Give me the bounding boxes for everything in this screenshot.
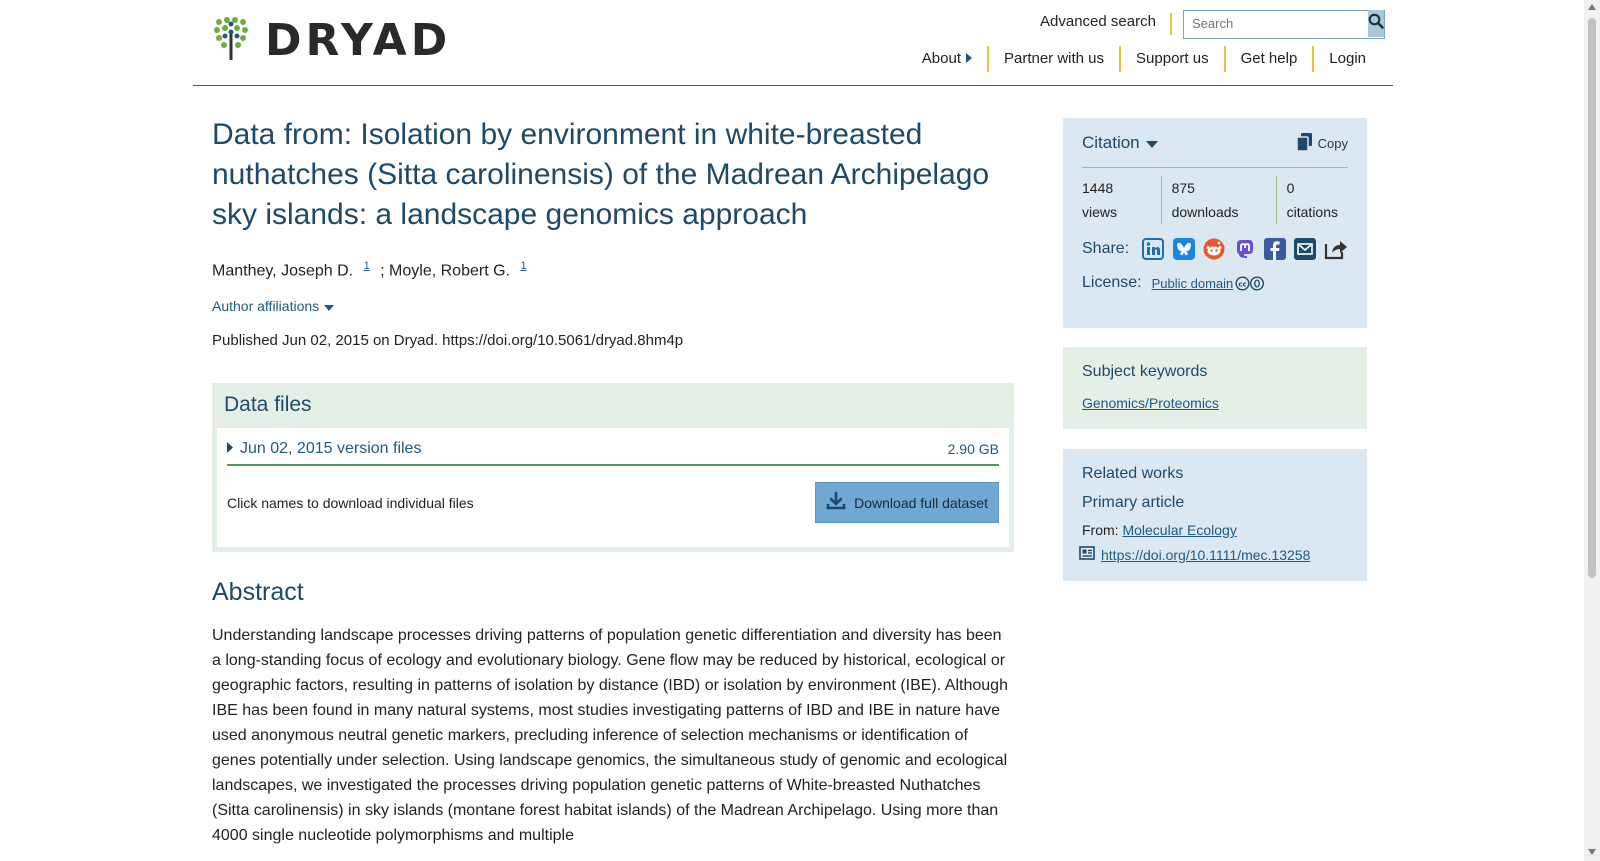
related-works-panel xyxy=(1063,449,1367,581)
keywords-panel xyxy=(1063,347,1367,429)
copy-label: Copy xyxy=(1317,135,1348,151)
related-doi xyxy=(1079,546,1348,563)
citation-panel xyxy=(1063,118,1367,328)
metric-views xyxy=(1082,176,1161,224)
download-row xyxy=(227,482,999,523)
article-icon xyxy=(1079,546,1095,563)
copy-citation-button[interactable] xyxy=(1297,133,1348,154)
author-list xyxy=(212,257,1014,280)
svg-text:cc: cc xyxy=(1238,279,1247,288)
abstract-heading: Abstract xyxy=(212,578,304,607)
caret-down-icon xyxy=(1146,133,1158,153)
metric-label: views xyxy=(1082,204,1118,220)
download-note: Click names to download individual files xyxy=(227,494,474,511)
brand-name: DRYAD xyxy=(265,14,452,66)
email-icon[interactable] xyxy=(1293,236,1317,262)
copy-icon xyxy=(1297,133,1313,154)
metrics xyxy=(1082,176,1348,224)
main-nav xyxy=(907,46,1381,72)
author-affiliation-link[interactable]: 1 xyxy=(363,260,370,272)
caret-right-icon xyxy=(227,440,233,458)
advanced-search-link[interactable]: Advanced search xyxy=(1040,13,1172,35)
citation-toggle[interactable] xyxy=(1082,133,1158,153)
share-row xyxy=(1082,234,1348,264)
metric-value: 875 xyxy=(1171,180,1195,196)
cc-zero-icon xyxy=(1235,276,1265,291)
metric-label: citations xyxy=(1286,204,1338,220)
dataset-title: Data from: Isolation by environment in white-breasted nuthatches (Sitta carolinensis) of the Madrean Archipelago sky islands: a landscape genomics approach xyxy=(212,118,990,231)
download-icon xyxy=(826,491,846,514)
nav-login[interactable]: Login xyxy=(1312,46,1381,72)
citation-title: Citation xyxy=(1082,133,1140,152)
search-button[interactable] xyxy=(1368,10,1384,37)
scroll-thumb[interactable] xyxy=(1588,18,1596,578)
author-affiliations-label: Author affiliations xyxy=(212,298,320,315)
page xyxy=(193,0,1393,845)
nav-about-label: About xyxy=(921,50,961,67)
search-input[interactable] xyxy=(1184,11,1368,36)
publication-info: Published Jun 02, 2015 on Dryad. https://doi.org/10.5061/dryad.8hm4p xyxy=(212,332,684,350)
author-name: Manthey, Joseph D. xyxy=(212,262,354,280)
bluesky-icon[interactable] xyxy=(1172,236,1196,262)
vertical-scrollbar[interactable] xyxy=(1584,0,1600,861)
caret-right-icon xyxy=(966,46,972,72)
search-icon xyxy=(1368,13,1384,34)
facebook-icon[interactable] xyxy=(1263,236,1287,262)
author-separator: ; xyxy=(380,262,385,280)
metric-downloads xyxy=(1161,176,1276,224)
share-label: Share: xyxy=(1082,240,1130,257)
metric-label: downloads xyxy=(1171,204,1239,220)
journal-link[interactable]: Molecular Ecology xyxy=(1122,522,1237,538)
dryad-logo[interactable] xyxy=(213,16,451,65)
caret-down-icon xyxy=(324,298,334,314)
doi-link[interactable]: https://doi.org/10.1111/mec.13258 xyxy=(1101,546,1311,563)
metric-value: 0 xyxy=(1286,180,1295,196)
scroll-up-arrow[interactable] xyxy=(1588,4,1596,10)
citation-header xyxy=(1082,118,1348,168)
search-box xyxy=(1183,10,1385,39)
data-files-body xyxy=(217,428,1009,547)
primary-article-heading: Primary article xyxy=(1082,494,1185,511)
nav-partner[interactable]: Partner with us xyxy=(987,46,1119,72)
related-source xyxy=(1082,522,1348,538)
mastodon-icon[interactable] xyxy=(1232,236,1256,262)
nav-help[interactable]: Get help xyxy=(1224,46,1313,72)
linkedin-icon[interactable] xyxy=(1141,236,1165,262)
share-icon[interactable] xyxy=(1324,236,1348,262)
scroll-down-arrow[interactable] xyxy=(1588,849,1596,855)
author-affiliations-toggle[interactable] xyxy=(212,298,1014,314)
from-label: From: xyxy=(1082,522,1119,538)
version-files-toggle[interactable] xyxy=(227,440,421,458)
site-header xyxy=(193,0,1393,86)
license-row xyxy=(1082,274,1348,292)
data-files-heading: Data files xyxy=(224,393,312,417)
keywords-title: Subject keywords xyxy=(1082,363,1208,380)
version-row xyxy=(227,440,999,466)
download-full-dataset-label: Download full dataset xyxy=(854,494,988,511)
download-full-dataset-button[interactable] xyxy=(815,482,999,523)
abstract-text: Understanding landscape processes driving patterns of population genetic differentiation and diversity has been a long-standing focus of ecology and evolutionary biology. Gene flow may be reduced by historical, ecological or geographic factors, resulting in patterns of isolation by distance (IBD) or isolation by environment (IBE). Although IBE has been found in many natural systems, most studies investigating patterns of IBD and IBE in nature have used anonymous neutral genetic markers, precluding inference of selection mechanisms or identification of genes potentially under selection. Using landscape genomics, the simultaneous study of genomic and ecological landscapes, we investigated the processes driving population genetic patterns of White-breasted Nuthatches (Sitta carolinensis) in sky islands (montane forest habitat islands) of the Madrean Archipelago. Using more than 4000 single nucleotide polymorphisms and multiple xyxy=(212,627,1008,845)
license-link[interactable]: Public domain xyxy=(1151,275,1234,291)
abstract-section xyxy=(212,578,1014,848)
version-files-label: Jun 02, 2015 version files xyxy=(240,440,422,458)
license-label: License: xyxy=(1082,274,1142,291)
main-content xyxy=(212,115,1014,848)
author-affiliation-link[interactable]: 1 xyxy=(520,260,527,272)
data-files-panel xyxy=(212,383,1014,552)
tree-icon xyxy=(213,16,249,65)
author-name: Moyle, Robert G. xyxy=(389,262,510,280)
metric-value: 1448 xyxy=(1082,180,1114,196)
keyword-link[interactable]: Genomics/Proteomics xyxy=(1082,395,1219,411)
metric-citations xyxy=(1276,176,1348,224)
related-works-title: Related works xyxy=(1082,465,1184,482)
reddit-icon[interactable] xyxy=(1202,236,1226,262)
nav-about[interactable] xyxy=(907,46,987,72)
nav-support[interactable]: Support us xyxy=(1119,46,1224,72)
version-size: 2.90 GB xyxy=(947,441,999,458)
